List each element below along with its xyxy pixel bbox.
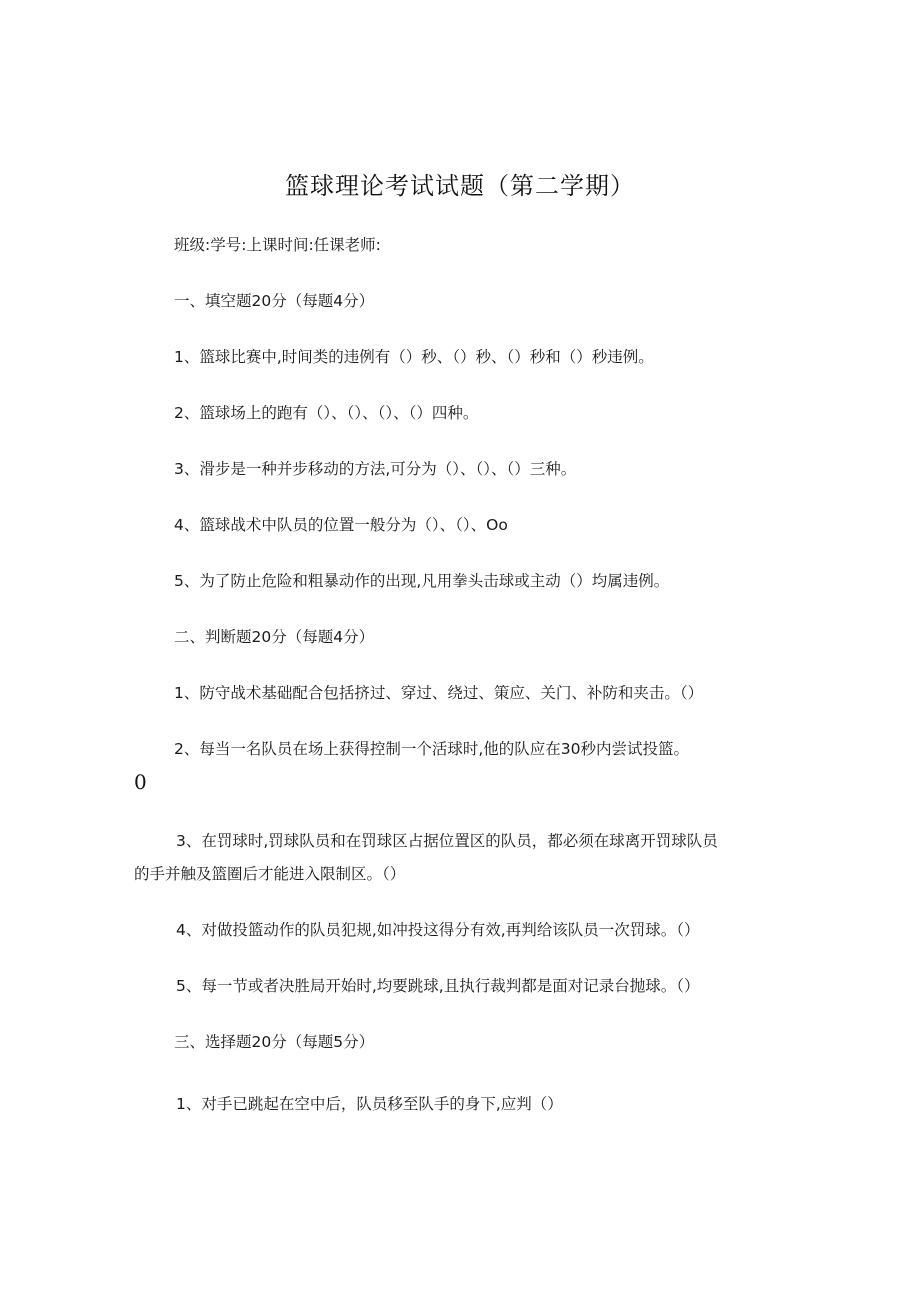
fill-question-4: 4、篮球战术中队员的位置一般分为（）、（）、Oo xyxy=(174,516,508,534)
judge-question-3-line-1: 3、在罚球时,罚球队员和在罚球区占据位置区的队员，都必须在球离开罚球队员 xyxy=(176,832,718,850)
student-info-line: 班级:学号:上课时间:任课老师: xyxy=(174,236,381,254)
judge-question-3-line-2: 的手并触及篮圈后才能进入限制区。（） xyxy=(134,865,406,883)
fill-question-2: 2、篮球场上的跑有（）、（）、（）、（）四种。 xyxy=(174,404,479,422)
fill-question-5: 5、为了防止危险和粗暴动作的出现,凡用拳头击球或主动（）均属违例。 xyxy=(174,572,670,590)
section-heading-fill: 一、填空题20分（每题4分） xyxy=(174,292,375,310)
judge-question-5: 5、每一节或者决胜局开始时,均要跳球,且执行裁判都是面对记录台抛球。（） xyxy=(176,977,700,995)
page-title: 篮球理论考试试题（第二学期） xyxy=(285,172,635,200)
judge-question-4: 4、对做投篮动作的队员犯规,如冲投这得分有效,再判给该队员一次罚球。（） xyxy=(176,921,700,939)
section-heading-judge: 二、判断题20分（每题4分） xyxy=(174,628,375,646)
fill-question-3: 3、滑步是一种并步移动的方法,可分为（）、（）、（）三种。 xyxy=(174,460,577,478)
fill-question-1: 1、篮球比赛中,时间类的违例有（）秒、（）秒、（）秒和（）秒违例。 xyxy=(174,348,654,366)
section-heading-choice: 三、选择题20分（每题5分） xyxy=(174,1033,375,1051)
choice-question-1: 1、对手已跳起在空中后，队员移至队手的身下,应判（） xyxy=(176,1095,563,1113)
judge-question-2-tail: 0 xyxy=(134,770,147,794)
judge-question-2: 2、每当一名队员在场上获得控制一个活球时,他的队应在30秒内尝试投篮。 xyxy=(174,740,690,758)
judge-question-1: 1、防守战术基础配合包括挤过、穿过、绕过、策应、关门、补防和夹击。（） xyxy=(174,684,704,702)
